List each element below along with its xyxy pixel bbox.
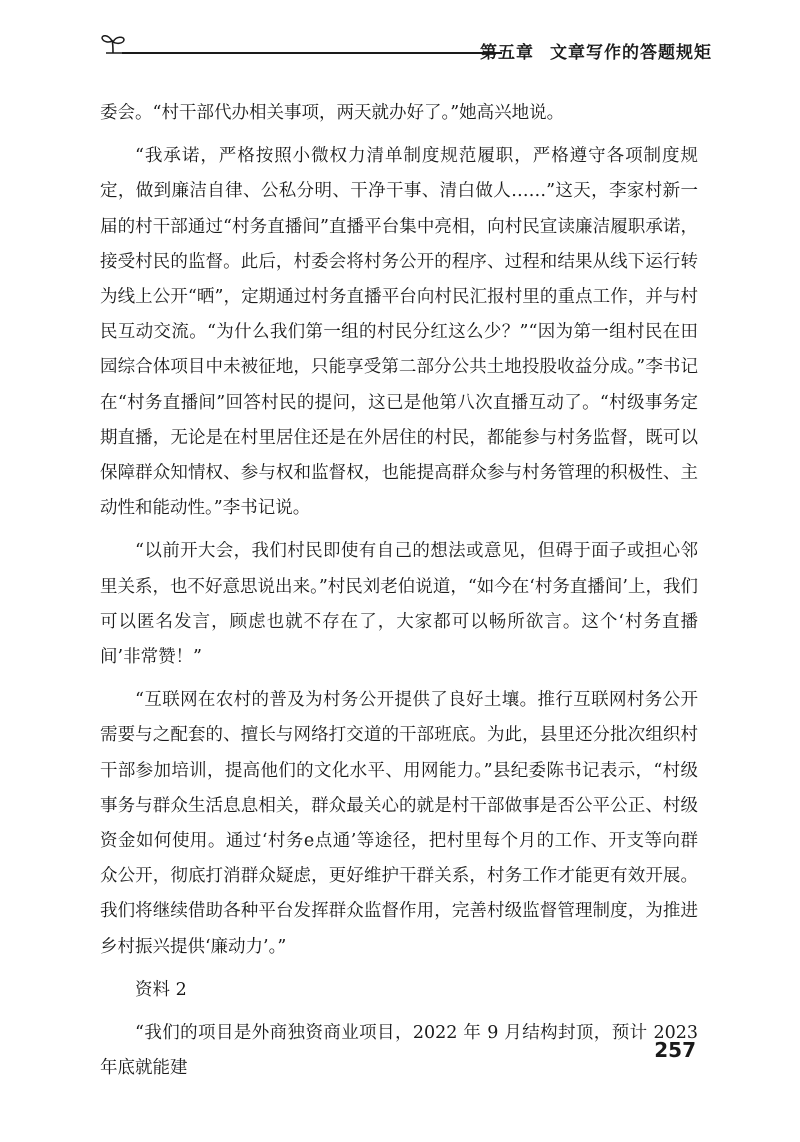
page-number: 257 bbox=[654, 1038, 696, 1062]
paragraph: “互联网在农村的普及为村务公开提供了良好土壤。推行互联网村务公开需要与之配套的、擅长与网络打交道的干部班底。为此，县里还分批次组织村干部参加培训，提高他们的文化水平、用网能力。”县纪委陈书记表示，“村级事务与群众生活息息相关，群众最关心的就是村干部做事是否公平公正、村级资金如何使用。通过‘村务e点通’等途径，把村里每个月的工作、开支等向群众公开，彻底打消群众疑虑，更好维护干群关系，村务工作才能更有效开展。我们将继续借助各种平台发挥群众监督作用，完善村级监督管理制度，为推进乡村振兴提供‘廉动力’。” bbox=[100, 690, 698, 957]
paragraph: “我承诺，严格按照小微权力清单制度规范履职，严格遵守各项制度规定，做到廉洁自律、公私分明、干净干事、清白做人……”这天，李家村新一届的村干部通过“村务直播间”直播平台集中亮相，向村民宣读廉洁履职承诺，接受村民的监督。此后，村委会将村务公开的程序、过程和结果从线下运行转为线上公开“晒”，定期通过村务直播平台向村民汇报村里的重点工作，并与村民互动交流。“为什么我们第一组的村民分红这么少？”“因为第一组村民在田园综合体项目中未被征地，只能享受第二部分公共土地投股收益分成。”李书记在“村务直播间”回答村民的提问，这已是他第八次直播互动了。“村级事务定期直播，无论是在村里居住还是在外居住的村民，都能参与村务监督，既可以保障群众知情权、参与权和监督权，也能提高群众参与村务管理的积极性、主动性和能动性。”李书记说。 bbox=[100, 146, 698, 519]
paragraph: “我们的项目是外商独资商业项目，2022 年 9 月结构封顶，预计 2023 年底就能建 bbox=[100, 1023, 698, 1079]
page-header bbox=[100, 28, 712, 64]
chapter-number: 第五章 bbox=[480, 43, 534, 63]
section-label: 资料 2 bbox=[135, 979, 187, 1000]
sprout-icon bbox=[100, 32, 128, 54]
header-rule bbox=[122, 52, 502, 54]
chapter-title: 文章写作的答题规矩 bbox=[550, 43, 712, 63]
chapter-heading bbox=[480, 38, 712, 63]
paragraph: 委会。“村干部代办相关事项，两天就办好了。”她高兴地说。 bbox=[100, 103, 565, 123]
paragraph: “以前开大会，我们村民即使有自己的想法或意见，但碍于面子或担心邻里关系，也不好意思说出来。”村民刘老伯说道，“如今在‘村务直播间’上，我们可以匿名发言，顾虑也就不存在了，大家都可以畅所欲言。这个‘村务直播间’非常赞！” bbox=[100, 541, 698, 668]
page-body bbox=[100, 96, 698, 1094]
